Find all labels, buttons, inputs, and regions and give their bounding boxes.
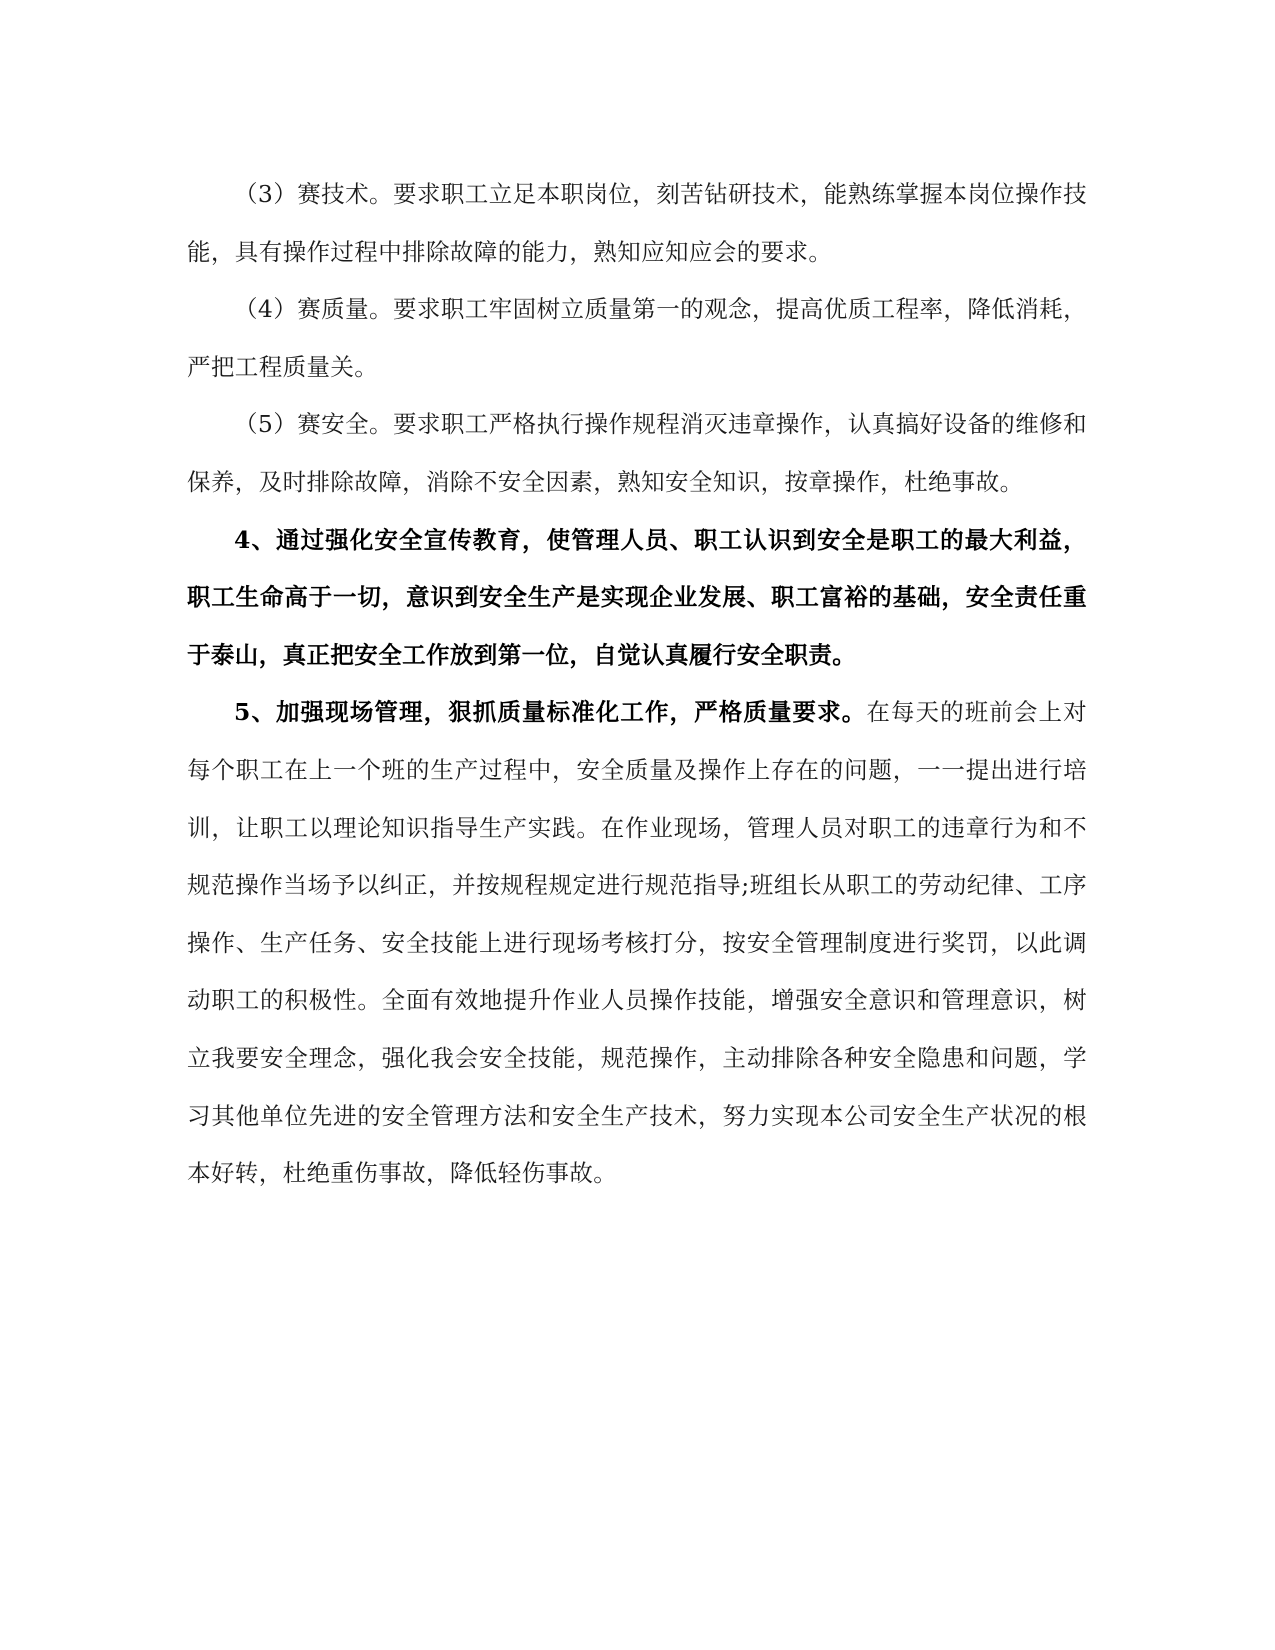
paragraph-competition-safety xyxy=(187,396,1087,511)
paragraph-competition-technique xyxy=(187,166,1087,281)
paragraph-safety-education xyxy=(187,512,1087,685)
document-body xyxy=(187,166,1087,1203)
paragraph-text: 在每天的班前会上对每个职工在上一个班的生产过程中，安全质量及操作上存在的问题，一一提出进行培训，让职工以理论知识指导生产实践。在作业现场，管理人员对职工的违章行为和不规范操作当场予以纠正，并按规程规定进行规范指导;班组长从职工的劳动纪律、工序操作、生产任务、安全技能上进行现场考核打分，按安全管理制度进行奖罚，以此调动职工的积极性。全面有效地提升作业人员操作技能，增强安全意识和管理意识，树立我要安全理念，强化我会安全技能，规范操作，主动排除各种安全隐患和问题，学习其他单位先进的安全管理方法和安全生产技术，努力实现本公司安全生产状况的根本好转，杜绝重伤事故，降低轻伤事故。 xyxy=(187,698,1087,1188)
paragraph-text: （4）赛质量。要求职工牢固树立质量第一的观念，提高优质工程率，降低消耗，严把工程质量关。 xyxy=(187,295,1087,381)
paragraph-competition-quality xyxy=(187,281,1087,396)
paragraph-text: 4、通过强化安全宣传教育，使管理人员、职工认识到安全是职工的最大利益，职工生命高于一切，意识到安全生产是实现企业发展、职工富裕的基础，安全责任重于泰山，真正把安全工作放到第一位，自觉认真履行安全职责。 xyxy=(187,525,1087,669)
paragraph-text: （3）赛技术。要求职工立足本职岗位，刻苦钻研技术，能熟练掌握本岗位操作技能，具有操作过程中排除故障的能力，熟知应知应会的要求。 xyxy=(187,180,1087,266)
paragraph-lead-heading: 5、加强现场管理，狠抓质量标准化工作，严格质量要求。 xyxy=(234,698,867,727)
paragraph-text: （5）赛安全。要求职工严格执行操作规程消灭违章操作，认真搞好设备的维修和保养，及时排除故障，消除不安全因素，熟知安全知识，按章操作，杜绝事故。 xyxy=(187,410,1087,496)
paragraph-site-management xyxy=(187,684,1087,1202)
